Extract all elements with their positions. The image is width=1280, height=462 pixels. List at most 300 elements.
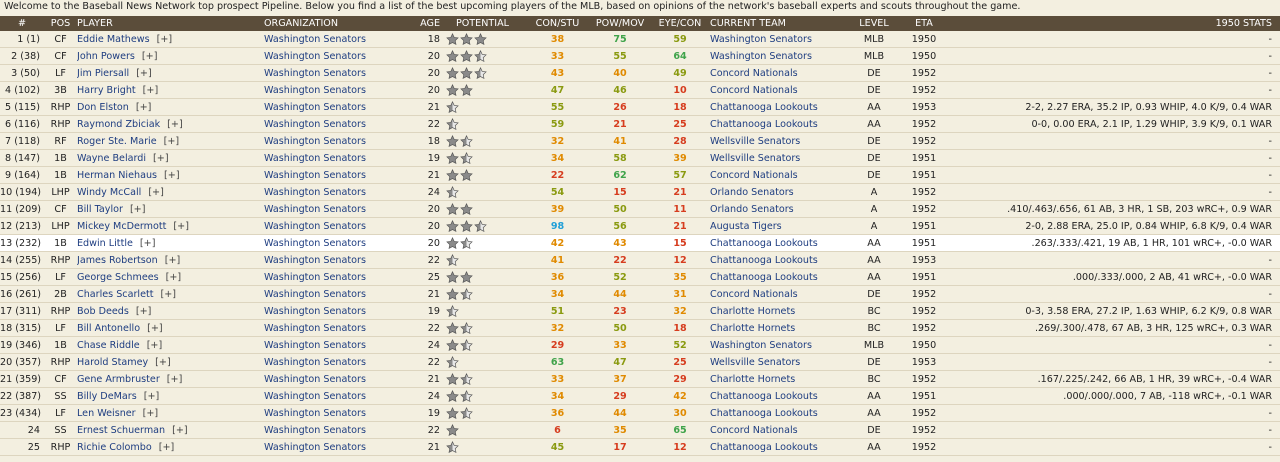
header-level[interactable]: LEVEL — [859, 18, 889, 29]
star-full-icon — [460, 271, 473, 284]
organization-link[interactable]: Washington Senators — [264, 50, 366, 62]
organization-cell — [264, 303, 402, 320]
stats-cell: - — [1268, 356, 1272, 368]
player-link[interactable]: Richie Colombo — [77, 441, 152, 453]
con-stu-rating: 6 — [554, 424, 561, 436]
eta-cell: 1951 — [911, 237, 937, 249]
potential-stars — [440, 254, 525, 267]
team-cell — [710, 201, 854, 218]
rank-cell: 8 (147) — [5, 152, 40, 164]
stats-cell: .263/.333/.421, 19 AB, 1 HR, 101 wRC+, -0.0 WAR — [1031, 237, 1272, 249]
team-link[interactable]: Charlotte Hornets — [710, 322, 796, 334]
team-link[interactable]: Chattanooga Lookouts — [710, 407, 818, 419]
player-link[interactable]: Bill Antonello — [77, 322, 141, 334]
stats-cell: - — [1268, 441, 1272, 453]
expand-player-button[interactable]: [+] — [135, 101, 152, 113]
eye-con-rating: 65 — [673, 424, 687, 436]
team-link[interactable]: Concord Nationals — [710, 169, 798, 181]
organization-link[interactable]: Washington Senators — [264, 203, 366, 215]
potential-cell — [440, 150, 525, 167]
expand-player-button[interactable]: [+] — [142, 407, 159, 419]
player-cell — [77, 150, 264, 167]
star-half-icon — [460, 152, 473, 165]
potential-cell — [440, 252, 525, 269]
star-half-icon — [460, 373, 473, 386]
organization-cell — [264, 286, 402, 303]
team-link[interactable]: Concord Nationals — [710, 67, 798, 79]
rank-cell: 22 (387) — [0, 390, 42, 402]
potential-cell — [440, 422, 525, 439]
player-link[interactable]: Harry Bright — [77, 84, 136, 96]
star-half-icon — [446, 356, 459, 369]
position-cell: LHP — [51, 186, 70, 198]
pow-mov-rating: 17 — [613, 441, 627, 453]
organization-link[interactable]: Washington Senators — [264, 322, 366, 334]
potential-stars — [440, 271, 525, 284]
eta-cell: 1952 — [911, 186, 937, 198]
table-row — [0, 422, 1280, 439]
team-link[interactable]: Orlando Senators — [710, 203, 794, 215]
rank-cell: 7 (118) — [5, 135, 40, 147]
potential-cell — [440, 388, 525, 405]
team-link[interactable]: Washington Senators — [710, 33, 812, 45]
potential-cell — [440, 48, 525, 65]
rank-cell: 23 (434) — [0, 407, 42, 419]
expand-player-button[interactable]: [+] — [163, 135, 180, 147]
potential-stars — [440, 169, 525, 182]
con-stu-rating: 42 — [550, 237, 565, 249]
eta-cell: 1952 — [911, 67, 937, 79]
header-pow-mov[interactable]: POW/MOV — [595, 18, 645, 29]
player-link[interactable]: Roger Ste. Marie — [77, 135, 157, 147]
pow-mov-rating: 40 — [613, 67, 627, 79]
expand-player-button[interactable]: [+] — [139, 237, 156, 249]
pow-mov-rating: 26 — [613, 101, 627, 113]
team-link[interactable]: Wellsville Senators — [710, 152, 801, 164]
potential-stars — [440, 135, 525, 148]
header-pos[interactable]: POS — [50, 18, 71, 29]
organization-link[interactable]: Washington Senators — [264, 169, 366, 181]
team-cell — [710, 269, 854, 286]
table-row — [0, 405, 1280, 422]
player-link[interactable]: Mickey McDermott — [77, 220, 167, 232]
rank-cell: 11 (209) — [0, 203, 42, 215]
expand-player-button[interactable]: [+] — [143, 390, 160, 402]
level-cell: MLB — [863, 50, 885, 62]
potential-stars — [440, 237, 525, 250]
position-cell: RF — [54, 135, 67, 147]
table-row — [0, 269, 1280, 286]
level-cell: BC — [867, 373, 881, 385]
player-link[interactable]: Gene Armbruster — [77, 373, 160, 385]
eye-con-rating: 29 — [673, 373, 687, 385]
player-cell — [77, 405, 264, 422]
con-stu-rating: 32 — [550, 135, 565, 147]
stats-cell: - — [1268, 169, 1272, 181]
rank-cell: 6 (116) — [5, 118, 40, 130]
potential-stars — [440, 67, 525, 80]
age-cell: 22 — [427, 118, 440, 130]
con-stu-rating: 34 — [550, 288, 565, 300]
team-cell — [710, 99, 854, 116]
age-cell: 20 — [427, 67, 440, 79]
organization-cell — [264, 167, 402, 184]
rank-cell: 1 (1) — [17, 33, 40, 45]
level-cell: AA — [867, 441, 881, 453]
player-link[interactable]: Wayne Belardi — [77, 152, 147, 164]
star-full-icon — [446, 50, 459, 63]
stats-cell: - — [1268, 339, 1272, 351]
star-full-icon — [446, 84, 459, 97]
player-link[interactable]: John Powers — [77, 50, 135, 62]
level-cell: DE — [867, 67, 881, 79]
level-cell: AA — [867, 101, 881, 113]
star-full-icon — [460, 203, 473, 216]
rank-cell: 9 (164) — [5, 169, 40, 181]
eye-con-rating: 10 — [673, 84, 687, 96]
level-cell: AA — [867, 254, 881, 266]
organization-cell — [264, 269, 402, 286]
pow-mov-rating: 58 — [613, 152, 627, 164]
expand-player-button[interactable]: [+] — [153, 152, 169, 164]
organization-link[interactable]: Washington Senators — [264, 220, 366, 232]
player-link[interactable]: Raymond Zbiciak — [77, 118, 161, 130]
pow-mov-rating: 15 — [613, 186, 627, 198]
pow-mov-rating: 43 — [613, 237, 627, 249]
organization-link[interactable]: Washington Senators — [264, 407, 366, 419]
organization-link[interactable]: Washington Senators — [264, 339, 366, 351]
team-link[interactable]: Concord Nationals — [710, 288, 798, 300]
player-link[interactable]: Billy DeMars — [77, 390, 137, 402]
potential-stars — [440, 424, 525, 437]
eta-cell: 1953 — [911, 356, 937, 368]
star-full-icon — [474, 33, 487, 46]
rank-cell: 12 (213) — [0, 220, 42, 232]
rank-cell: 25 — [27, 441, 40, 453]
team-cell — [710, 320, 854, 337]
team-link[interactable]: Wellsville Senators — [710, 135, 801, 147]
team-link[interactable]: Washington Senators — [710, 339, 812, 351]
expand-player-button[interactable]: [+] — [164, 169, 180, 181]
team-cell — [710, 371, 854, 388]
expand-player-button[interactable]: [+] — [135, 305, 152, 317]
eta-cell: 1950 — [911, 33, 937, 45]
player-cell — [77, 48, 264, 65]
organization-link[interactable]: Washington Senators — [264, 356, 366, 368]
star-half-icon — [446, 441, 459, 454]
expand-player-button[interactable]: [+] — [129, 203, 146, 215]
team-cell — [710, 388, 854, 405]
expand-player-button[interactable]: [+] — [136, 67, 152, 79]
eta-cell: 1952 — [911, 441, 937, 453]
team-link[interactable]: Washington Senators — [710, 50, 812, 62]
eye-con-rating: 21 — [673, 186, 687, 198]
player-cell — [77, 337, 264, 354]
player-link[interactable]: Eddie Mathews — [77, 33, 150, 45]
player-link[interactable]: Harold Stamey — [77, 356, 149, 368]
con-stu-rating: 33 — [550, 373, 565, 385]
stats-cell: - — [1268, 288, 1272, 300]
organization-link[interactable]: Washington Senators — [264, 271, 366, 283]
level-cell: BC — [867, 305, 881, 317]
player-cell — [77, 82, 264, 99]
level-cell: A — [870, 203, 878, 215]
pow-mov-rating: 62 — [613, 169, 627, 181]
con-stu-rating: 33 — [550, 50, 565, 62]
age-cell: 18 — [427, 135, 440, 147]
stats-cell: - — [1268, 254, 1272, 266]
potential-stars — [440, 390, 525, 403]
player-cell — [77, 201, 264, 218]
star-half-icon — [446, 305, 459, 318]
eta-cell: 1952 — [911, 118, 937, 130]
eye-con-rating: 12 — [673, 254, 687, 266]
organization-link[interactable]: Washington Senators — [264, 288, 366, 300]
pow-mov-rating: 33 — [613, 339, 627, 351]
organization-link[interactable]: Washington Senators — [264, 373, 366, 385]
header-stats[interactable]: 1950 STATS — [1215, 18, 1272, 29]
organization-link[interactable]: Washington Senators — [264, 118, 366, 130]
con-stu-rating: 51 — [550, 305, 565, 317]
pow-mov-rating: 75 — [613, 33, 627, 45]
team-link[interactable]: Wellsville Senators — [710, 356, 801, 368]
organization-link[interactable]: Washington Senators — [264, 152, 366, 164]
level-cell: DE — [867, 84, 881, 96]
team-cell — [710, 235, 854, 252]
table-row — [0, 235, 1280, 252]
expand-player-button[interactable]: [+] — [158, 441, 175, 453]
potential-stars — [440, 33, 525, 46]
level-cell: MLB — [863, 33, 885, 45]
expand-player-button[interactable]: [+] — [156, 33, 173, 45]
age-cell: 24 — [427, 339, 440, 351]
team-link[interactable]: Concord Nationals — [710, 424, 798, 436]
age-cell: 19 — [427, 152, 440, 164]
organization-link[interactable]: Washington Senators — [264, 84, 366, 96]
age-cell: 24 — [427, 390, 440, 402]
star-full-icon — [446, 135, 459, 148]
header-player[interactable]: PLAYER — [77, 18, 113, 29]
player-link[interactable]: Chase Riddle — [77, 339, 140, 351]
age-cell: 22 — [427, 254, 440, 266]
player-cell — [77, 303, 264, 320]
eta-cell: 1952 — [911, 288, 937, 300]
stats-cell: - — [1268, 135, 1272, 147]
organization-link[interactable]: Washington Senators — [264, 67, 366, 79]
team-cell — [710, 150, 854, 167]
stats-cell: 0-3, 3.58 ERA, 27.2 IP, 1.63 WHIP, 6.2 K/9, 0.8 WAR — [1025, 305, 1272, 317]
rank-cell: 15 (256) — [0, 271, 42, 283]
level-cell: AA — [867, 271, 881, 283]
star-full-icon — [460, 50, 473, 63]
rank-cell: 5 (115) — [5, 101, 40, 113]
prospect-table — [0, 16, 1280, 456]
expand-player-button[interactable]: [+] — [167, 118, 183, 130]
rank-cell: 17 (311) — [0, 305, 42, 317]
organization-link[interactable]: Washington Senators — [264, 305, 366, 317]
pow-mov-rating: 56 — [613, 220, 627, 232]
level-cell: DE — [867, 135, 881, 147]
header-con-stu[interactable]: CON/STU — [535, 18, 580, 29]
eye-con-rating: 25 — [673, 356, 687, 368]
team-cell — [710, 184, 854, 201]
eta-cell: 1950 — [911, 50, 937, 62]
team-link[interactable]: Chattanooga Lookouts — [710, 390, 818, 402]
team-link[interactable]: Charlotte Hornets — [710, 305, 796, 317]
team-link[interactable]: Charlotte Hornets — [710, 373, 796, 385]
player-link[interactable]: Windy McCall — [77, 186, 142, 198]
expand-player-button[interactable]: [+] — [173, 220, 189, 232]
stats-cell: - — [1268, 424, 1272, 436]
expand-player-button[interactable]: [+] — [148, 186, 164, 198]
rank-cell: 16 (261) — [0, 288, 42, 300]
organization-link[interactable]: Washington Senators — [264, 254, 366, 266]
expand-player-button[interactable]: [+] — [166, 373, 183, 385]
star-half-icon — [474, 67, 487, 80]
organization-link[interactable]: Washington Senators — [264, 237, 366, 249]
rank-cell: 10 (194) — [0, 186, 42, 198]
pow-mov-rating: 29 — [613, 390, 627, 402]
pow-mov-rating: 37 — [613, 373, 627, 385]
star-full-icon — [446, 152, 459, 165]
organization-link[interactable]: Washington Senators — [264, 33, 366, 45]
level-cell: MLB — [863, 339, 885, 351]
team-cell — [710, 48, 854, 65]
potential-cell — [440, 303, 525, 320]
pow-mov-rating: 44 — [613, 288, 627, 300]
player-link[interactable]: Jim Piersall — [77, 67, 130, 79]
team-cell — [710, 167, 854, 184]
con-stu-rating: 36 — [550, 271, 565, 283]
organization-link[interactable]: Washington Senators — [264, 390, 366, 402]
con-stu-rating: 59 — [550, 118, 565, 130]
table-row — [0, 116, 1280, 133]
header-age[interactable]: AGE — [420, 18, 440, 29]
player-link[interactable]: James Robertson — [77, 254, 158, 266]
player-link[interactable]: Charles Scarlett — [77, 288, 154, 300]
expand-player-button[interactable]: [+] — [142, 84, 159, 96]
header-organization[interactable]: ORGANIZATION — [264, 18, 339, 29]
player-link[interactable]: Bill Taylor — [77, 203, 123, 215]
team-link[interactable]: Chattanooga Lookouts — [710, 101, 818, 113]
pow-mov-rating: 46 — [613, 84, 627, 96]
player-cell — [77, 235, 264, 252]
header-rank[interactable]: # — [17, 18, 27, 29]
player-cell — [77, 422, 264, 439]
stats-cell: .000/.333/.000, 2 AB, 41 wRC+, -0.0 WAR — [1072, 271, 1272, 283]
star-full-icon — [446, 67, 459, 80]
team-link[interactable]: Chattanooga Lookouts — [710, 441, 818, 453]
expand-player-button[interactable]: [+] — [146, 339, 163, 351]
header-eye-con[interactable]: EYE/CON — [658, 18, 702, 29]
stats-cell: - — [1268, 50, 1272, 62]
eye-con-rating: 31 — [673, 288, 687, 300]
organization-link[interactable]: Washington Senators — [264, 101, 366, 113]
team-cell — [710, 422, 854, 439]
pow-mov-rating: 21 — [613, 118, 627, 130]
star-half-icon — [446, 101, 459, 114]
stats-cell: - — [1268, 407, 1272, 419]
position-cell: LF — [55, 322, 66, 334]
con-stu-rating: 63 — [550, 356, 565, 368]
player-link[interactable]: Don Elston — [77, 101, 129, 113]
team-link[interactable]: Chattanooga Lookouts — [710, 237, 818, 249]
position-cell: 1B — [54, 237, 67, 249]
expand-player-button[interactable]: [+] — [147, 322, 163, 334]
team-link[interactable]: Concord Nationals — [710, 84, 798, 96]
level-cell: AA — [867, 390, 881, 402]
player-link[interactable]: Len Weisner — [77, 407, 136, 419]
organization-link[interactable]: Washington Senators — [264, 441, 366, 453]
stats-cell: 2-2, 2.27 ERA, 35.2 IP, 0.93 WHIP, 4.0 K/9, 0.4 WAR — [1025, 101, 1272, 113]
stats-cell: 2-0, 2.88 ERA, 25.0 IP, 0.84 WHIP, 6.8 K/9, 0.4 WAR — [1025, 220, 1272, 232]
level-cell: AA — [867, 118, 881, 130]
table-row — [0, 48, 1280, 65]
rank-cell: 2 (38) — [11, 50, 40, 62]
expand-player-button[interactable]: [+] — [141, 50, 158, 62]
table-row — [0, 65, 1280, 82]
organization-link[interactable]: Washington Senators — [264, 424, 366, 436]
expand-player-button[interactable]: [+] — [165, 271, 182, 283]
expand-player-button[interactable]: [+] — [155, 356, 171, 368]
potential-stars — [440, 203, 525, 216]
team-link[interactable]: Chattanooga Lookouts — [710, 271, 818, 283]
player-link[interactable]: Edwin Little — [77, 237, 133, 249]
organization-cell — [264, 31, 402, 48]
level-cell: DE — [867, 356, 881, 368]
organization-link[interactable]: Washington Senators — [264, 135, 366, 147]
position-cell: RHP — [50, 254, 71, 266]
potential-cell — [440, 269, 525, 286]
player-link[interactable]: Ernest Schuerman — [77, 424, 166, 436]
stats-cell: .000/.000/.000, 7 AB, -118 wRC+, -0.1 WAR — [1063, 390, 1272, 402]
position-cell: SS — [54, 424, 67, 436]
age-cell: 21 — [427, 101, 440, 113]
team-link[interactable]: Orlando Senators — [710, 186, 794, 198]
header-current-team[interactable]: CURRENT TEAM — [710, 18, 786, 29]
table-row — [0, 201, 1280, 218]
organization-cell — [264, 133, 402, 150]
organization-link[interactable]: Washington Senators — [264, 186, 366, 198]
player-link[interactable]: Bob Deeds — [77, 305, 129, 317]
con-stu-rating: 98 — [550, 220, 565, 232]
player-cell — [77, 116, 264, 133]
player-link[interactable]: George Schmees — [77, 271, 159, 283]
star-half-icon — [460, 339, 473, 352]
rank-cell: 13 (232) — [0, 237, 42, 249]
age-cell: 24 — [427, 186, 440, 198]
age-cell: 25 — [427, 271, 440, 283]
expand-player-button[interactable]: [+] — [164, 254, 181, 266]
team-link[interactable]: Chattanooga Lookouts — [710, 254, 818, 266]
player-cell — [77, 354, 264, 371]
team-link[interactable]: Chattanooga Lookouts — [710, 118, 818, 130]
header-potential[interactable]: POTENTIAL — [455, 18, 510, 29]
potential-stars — [440, 373, 525, 386]
expand-player-button[interactable]: [+] — [160, 288, 177, 300]
team-link[interactable]: Augusta Tigers — [710, 220, 782, 232]
position-cell: LHP — [51, 220, 70, 232]
header-eta[interactable]: ETA — [915, 18, 933, 29]
organization-cell — [264, 150, 402, 167]
stats-cell: - — [1268, 84, 1272, 96]
player-link[interactable]: Herman Niehaus — [77, 169, 158, 181]
organization-cell — [264, 337, 402, 354]
organization-cell — [264, 116, 402, 133]
organization-cell — [264, 48, 402, 65]
organization-cell — [264, 82, 402, 99]
expand-player-button[interactable]: [+] — [172, 424, 188, 436]
